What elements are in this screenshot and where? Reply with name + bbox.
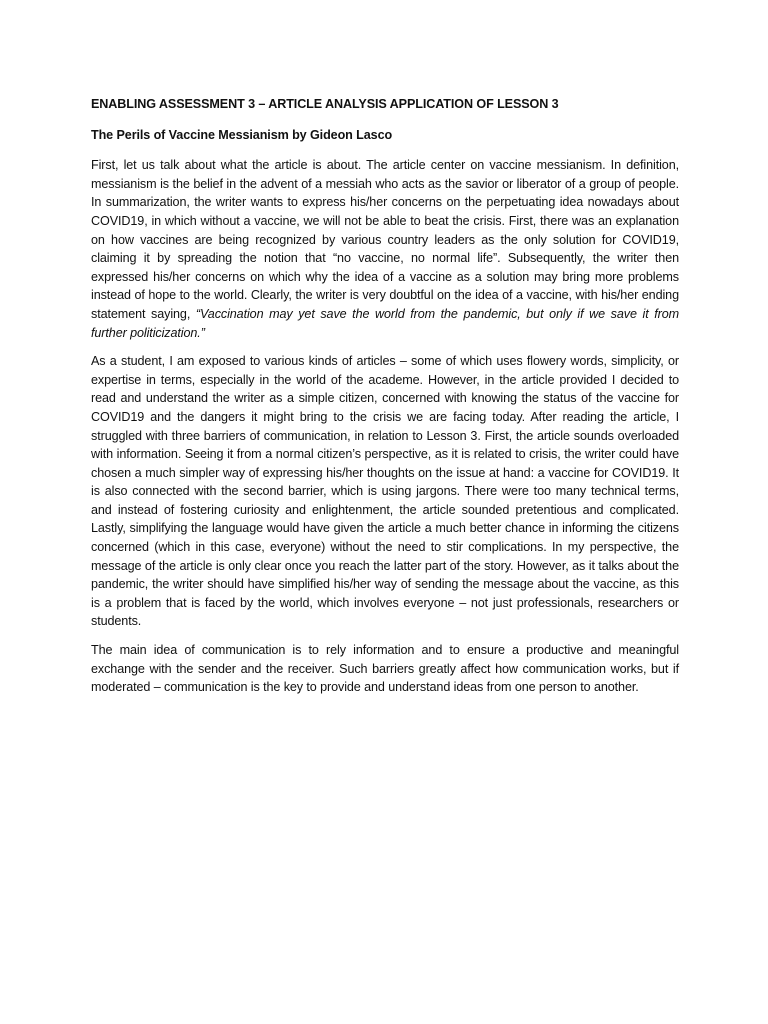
article-title: The Perils of Vaccine Messianism by Gideon Lasco [91, 127, 393, 142]
paragraph-conclusion: The main idea of communication is to rely information and to ensure a productive and meaningful exchange with the sender and the receiver. Such barriers greatly affect how communication works, but if moderated – communication is the key to provide and understand ideas from one person to another. [91, 643, 679, 695]
closing-quote: “Vaccination may yet save the world from the pandemic, but only if we save it from further politicization.” [91, 306, 680, 340]
paragraph-summary-text: First, let us talk about what the article is about. The article center on vaccine messianism. In definition, messianism is the belief in the advent of a messiah who acts as the savior or liberator of a group of people. In summarization, the writer wants to express his/her concerns on the perpetuating idea nowadays about COVID19, in which without a vaccine, we will not be able to beat the crisis. First, there was an explanation on how vaccines are being recognized by various country leaders as the only solution for COVID19, claiming it by spreading the notion that “no vaccine, no normal life”. Subsequently, the writer then expressed his/her concerns on which why the idea of a vaccine as a solution may bring more problems instead of hope to the world. Clearly, the writer is very doubtful on the idea of a vaccine, with his/her ending statement saying, [91, 158, 679, 321]
document-body [91, 95, 679, 707]
paragraph-analysis: As a student, I am exposed to various kinds of articles – some of which uses flowery words, simplicity, or expertise in terms, especially in the world of the academe. However, in the article provided I decided to read and understand the writer as a simple citizen, concerned with knowing the status of the vaccine for COVID19 and the dangers it might bring to the crisis we are facing today. After reading the article, I struggled with three barriers of communication, in relation to Lesson 3. First, the article sounds overloaded with information. Seeing it from a normal citizen’s perspective, as it is related to crisis, the writer could have chosen a much simpler way of expressing his/her thoughts on the issue at hand: a vaccine for COVID19. It is also connected with the second barrier, which is using jargons. There were too many technical terms, and instead of fostering curiosity and enlightenment, the article sounded pretentious and complicated. Lastly, simplifying the language would have given the article a much better chance in informing the citizens concerned (which in this case, everyone) without the need to stir complications. In my perspective, the message of the article is only clear once you reach the latter part of the story. However, as it talks about the pandemic, the writer should have simplified his/her way of sending the message about the vaccine, as this is a problem that is faced by the world, which involves everyone – not just professionals, researchers or students. [91, 354, 679, 629]
assessment-title: ENABLING ASSESSMENT 3 – ARTICLE ANALYSIS APPLICATION OF LESSON 3 [91, 97, 559, 111]
paragraph-summary [91, 156, 679, 342]
